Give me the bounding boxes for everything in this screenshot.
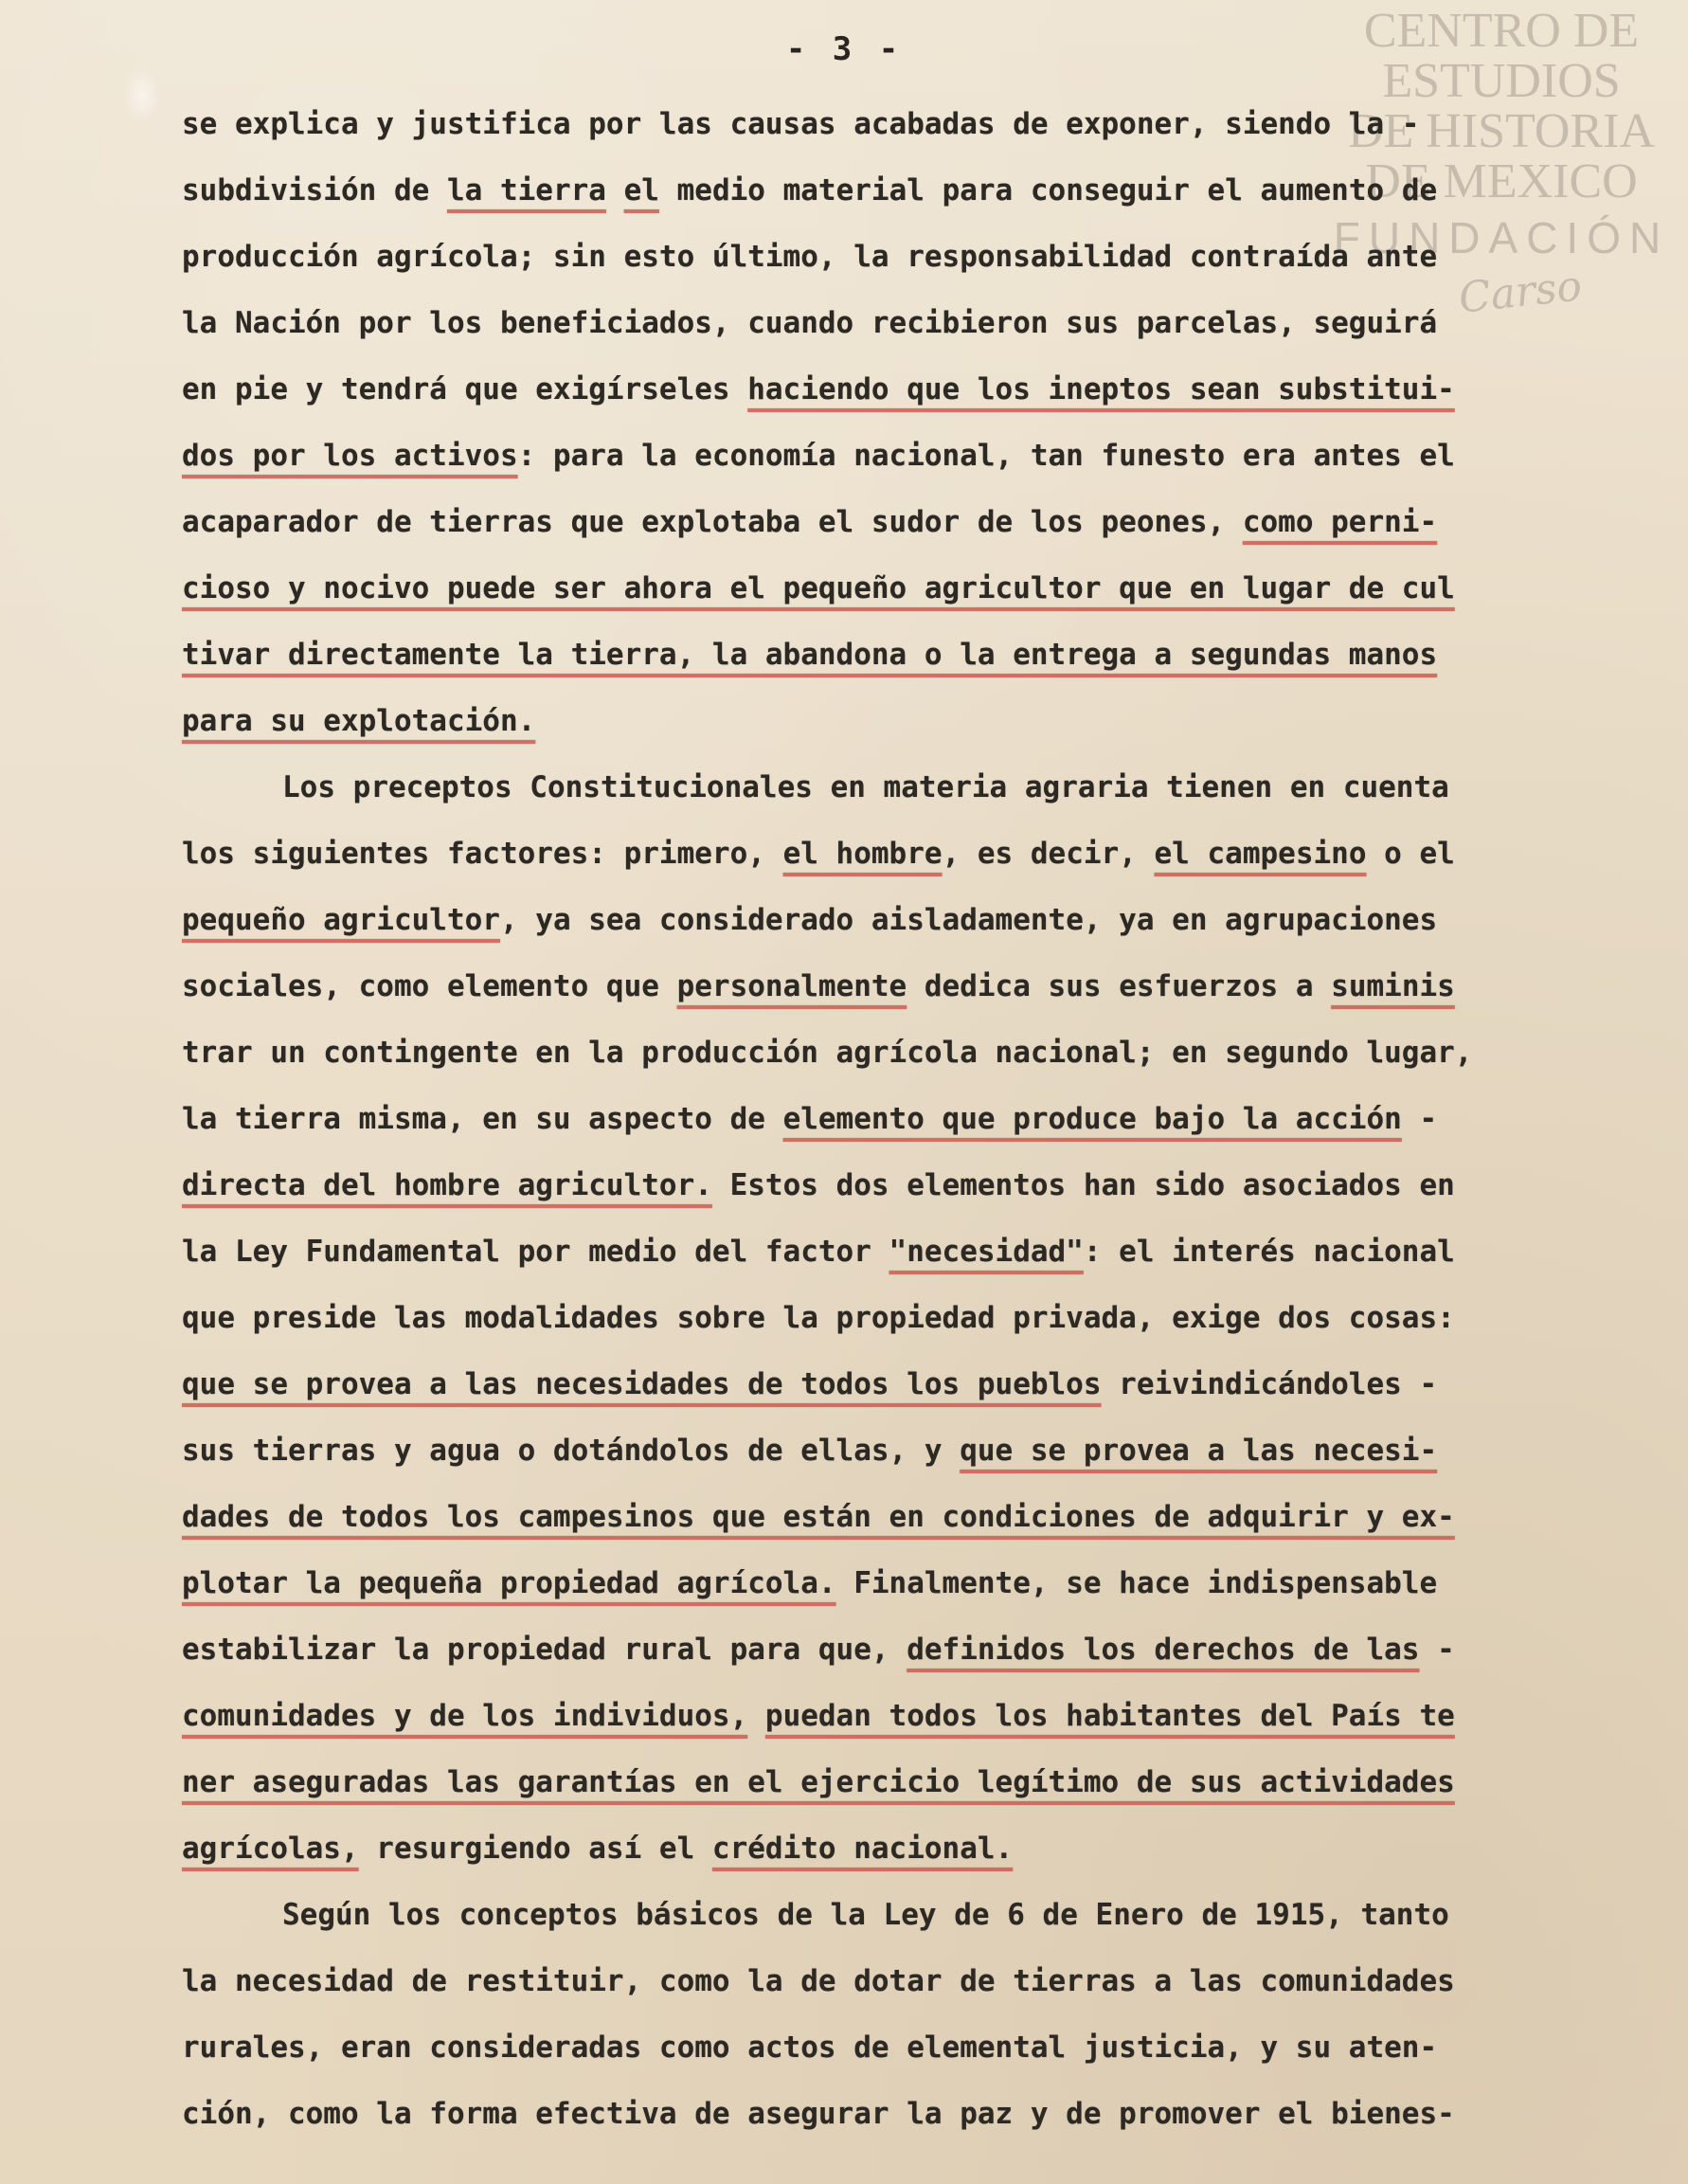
underlined-phrase: crédito nacional. <box>711 1832 1014 1866</box>
underlined-phrase: definidos los derechos de las <box>907 1633 1420 1667</box>
text-line <box>182 688 1641 754</box>
underlined-phrase: cioso y nocivo puede ser ahora el pequeño agricultor que en lugar de cul <box>182 571 1455 605</box>
paragraph-3 <box>182 1882 1641 2147</box>
paper-stain <box>123 66 161 123</box>
underlined-phrase: comunidades y de los individuos, <box>182 1699 748 1733</box>
watermark-line: DE MEXICO <box>1365 154 1638 208</box>
underlined-phrase: ner aseguradas las garantías en el ejercicio legítimo de sus actividades <box>182 1765 1455 1799</box>
underlined-phrase: personalmente <box>676 969 907 1003</box>
underlined-phrase: dos por los activos <box>182 439 518 473</box>
watermark-signature: Carso <box>1456 262 1585 323</box>
underlined-phrase: "necesidad" <box>889 1235 1084 1269</box>
text-line <box>182 1683 1641 1749</box>
underlined-phrase: tivar directamente la tierra, la abandona o la entrega a segundas manos <box>182 638 1438 672</box>
underlined-phrase: el campesino <box>1154 837 1367 871</box>
underlined-phrase: dades de todos los campesinos que están en condiciones de adquirir y ex- <box>182 1500 1455 1534</box>
text-line <box>182 622 1641 688</box>
underlined-phrase: la tierra <box>446 173 606 208</box>
text-line: agrícolas, resurgiendo así el crédito nacional. <box>182 1832 1014 1866</box>
underlined-phrase: haciendo que los ineptos sean substitui- <box>747 372 1455 406</box>
text-line: Según los conceptos básicos de la Ley de 6 de Enero de 1915, tanto <box>282 1898 1449 1932</box>
text-line: la Ley Fundamental por medio del factor "necesidad": el interés nacional <box>182 1235 1455 1269</box>
text-line: subdivisión de la tierra el medio material para conseguir el aumento de <box>182 173 1438 208</box>
text-line: que preside las modalidades sobre la propiedad privada, exige dos cosas: <box>182 1301 1455 1335</box>
text-line: producción agrícola; sin esto último, la responsabilidad contraída ante <box>182 240 1438 274</box>
underlined-phrase: para su explotación. <box>182 704 536 738</box>
underlined-phrase: elemento que produce bajo la acción <box>782 1102 1402 1136</box>
text-line: rurales, eran consideradas como actos de elemental justicia, y su aten- <box>182 2031 1438 2065</box>
text-line: ción, como la forma efectiva de asegurar la paz y de promover el bienes- <box>182 2097 1455 2131</box>
underlined-phrase: el hombre <box>782 837 943 871</box>
paragraph-2 <box>182 754 1641 1882</box>
text-line: que se provea a las necesidades de todos los pueblos reivindicándoles - <box>182 1367 1438 1401</box>
text-line <box>182 1484 1641 1550</box>
text-line: la necesidad de restituir, como la de dotar de tierras a las comunidades <box>182 1964 1455 1998</box>
paragraph-1 <box>182 91 1641 754</box>
underlined-phrase: como perni- <box>1242 505 1438 539</box>
text-line <box>182 1749 1641 1815</box>
underlined-phrase: pequeño agricultor <box>182 903 500 937</box>
text-line: estabilizar la propiedad rural para que, definidos los derechos de las - <box>182 1633 1455 1667</box>
underlined-phrase: que se provea a las necesidades de todos los pueblos <box>182 1367 1102 1401</box>
text-line: dos por los activos: para la economía nacional, tan funesto era antes el <box>182 439 1455 473</box>
text-line: acaparador de tierras que explotaba el sudor de los peones, como perni- <box>182 505 1438 539</box>
text-line: directa del hombre agricultor. Estos dos elementos han sido asociados en <box>182 1168 1455 1202</box>
watermark-line: ESTUDIOS <box>1382 54 1621 108</box>
underlined-phrase: puedan todos los habitantes del País te <box>764 1699 1455 1733</box>
underlined-phrase: que se provea a las necesi- <box>960 1434 1438 1468</box>
watermark-line: CENTRO DE <box>1363 4 1640 58</box>
text-line: en pie y tendrá que exigírseles haciendo que los ineptos sean substitui- <box>182 372 1455 406</box>
typed-body-text <box>182 91 1641 2147</box>
text-line: la tierra misma, en su aspecto de elemento que produce bajo la acción - <box>182 1102 1438 1136</box>
underlined-phrase: plotar la pequeña propiedad agrícola. <box>182 1566 836 1600</box>
underlined-phrase: agrícolas, <box>182 1832 359 1866</box>
text-line: los siguientes factores: primero, el hombre, es decir, el campesino o el <box>182 837 1455 871</box>
text-line: se explica y justifica por las causas acabadas de exponer, siendo la - <box>182 107 1420 141</box>
page-number: - 3 - <box>785 30 903 68</box>
watermark-line: DE HISTORIA <box>1347 104 1656 158</box>
text-line: sociales, como elemento que personalmente dedica sus esfuerzos a suminis <box>182 969 1455 1003</box>
text-line: la Nación por los beneficiados, cuando recibieron sus parcelas, seguirá <box>182 306 1438 340</box>
text-line: Los preceptos Constitucionales en materia agraria tienen en cuenta <box>282 770 1449 804</box>
text-line: plotar la pequeña propiedad agrícola. Finalmente, se hace indispensable <box>182 1566 1438 1600</box>
text-line: sus tierras y agua o dotándolos de ellas, y que se provea a las necesi- <box>182 1434 1438 1468</box>
text-line: trar un contingente en la producción agrícola nacional; en segundo lugar, <box>182 1036 1473 1070</box>
underlined-phrase: directa del hombre agricultor. <box>182 1168 712 1202</box>
text-line <box>182 555 1641 622</box>
underlined-phrase: suminis <box>1331 969 1455 1003</box>
watermark-fundacion: FUNDACIÓN <box>1333 213 1670 262</box>
text-line: pequeño agricultor, ya sea considerado aisladamente, ya en agrupaciones <box>182 903 1438 937</box>
underlined-phrase: el <box>623 173 659 208</box>
